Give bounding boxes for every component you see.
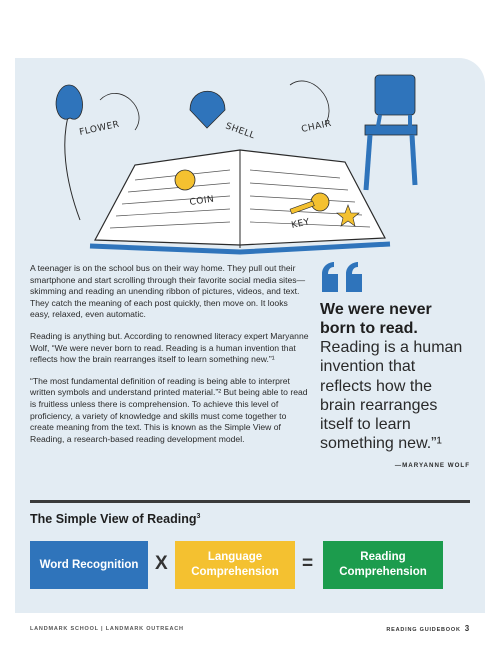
body-text bbox=[30, 263, 310, 455]
footer-left: LANDMARK SCHOOL | LANDMARK OUTREACH bbox=[30, 626, 184, 632]
reading-comprehension-box bbox=[323, 541, 443, 589]
section-divider bbox=[30, 500, 470, 503]
simple-view-heading-text: The Simple View of Reading bbox=[30, 512, 197, 526]
label-flower: FLOWER bbox=[78, 119, 121, 138]
reading-label-line2: Comprehension bbox=[339, 566, 427, 578]
label-coin: COIN bbox=[189, 194, 215, 208]
paragraph-3: “The most fundamental definition of reading is being able to interpret written symbols and understand printed material.”² But being able to read is fruitless unless there is comprehension. To achieve this level of proficiency, a variety of knowledge and skills must come together to create meaning from the text. This is known as the Simple View of Reading, a research-based reading development model. bbox=[30, 375, 308, 444]
language-label-line2: Comprehension bbox=[191, 566, 279, 578]
pull-quote bbox=[320, 262, 470, 469]
quote-bold-text: We were never born to read. bbox=[320, 301, 432, 337]
footer-right bbox=[386, 624, 470, 633]
word-recognition-label: Word Recognition bbox=[39, 558, 139, 571]
label-shell: SHELL bbox=[223, 121, 257, 142]
page-number: 3 bbox=[464, 624, 470, 633]
language-comprehension-box bbox=[175, 541, 295, 589]
language-label-line1: Language bbox=[207, 551, 263, 563]
word-recognition-box bbox=[30, 541, 148, 589]
equals-operator: = bbox=[302, 553, 314, 574]
footnote-marker: 3 bbox=[196, 512, 201, 520]
quote-attribution: —MARYANNE WOLF bbox=[394, 461, 470, 469]
label-chair: CHAIR bbox=[300, 118, 333, 135]
paragraph-1: A teenager is on the school bus on their way home. They pull out their smartphone and start scrolling through their favorite social media sites—skimming and reading an unending ribbon of pictures, videos, and text. They catch the meaning of each post quickly, then move on. It looks easy, relaxed, even automatic. bbox=[30, 263, 306, 320]
multiply-operator: X bbox=[155, 553, 168, 574]
quote-text: Reading is a human invention that reflects how the brain rearranges itself to learn something new.”¹ bbox=[320, 339, 463, 453]
paragraph-2: Reading is anything but. According to renowned literacy expert Maryanne Wolf, “We were never born to read. Reading is a human invention that reflects how the brain rearranges itself to learn something new.”¹ bbox=[30, 330, 309, 365]
footer-title: READING GUIDEBOOK bbox=[386, 627, 461, 633]
book-illustration bbox=[40, 70, 440, 260]
label-key: KEY bbox=[290, 217, 311, 231]
simple-view-heading bbox=[30, 512, 200, 526]
reading-label-line1: Reading bbox=[360, 551, 406, 563]
quote-mark-icon bbox=[320, 262, 368, 292]
